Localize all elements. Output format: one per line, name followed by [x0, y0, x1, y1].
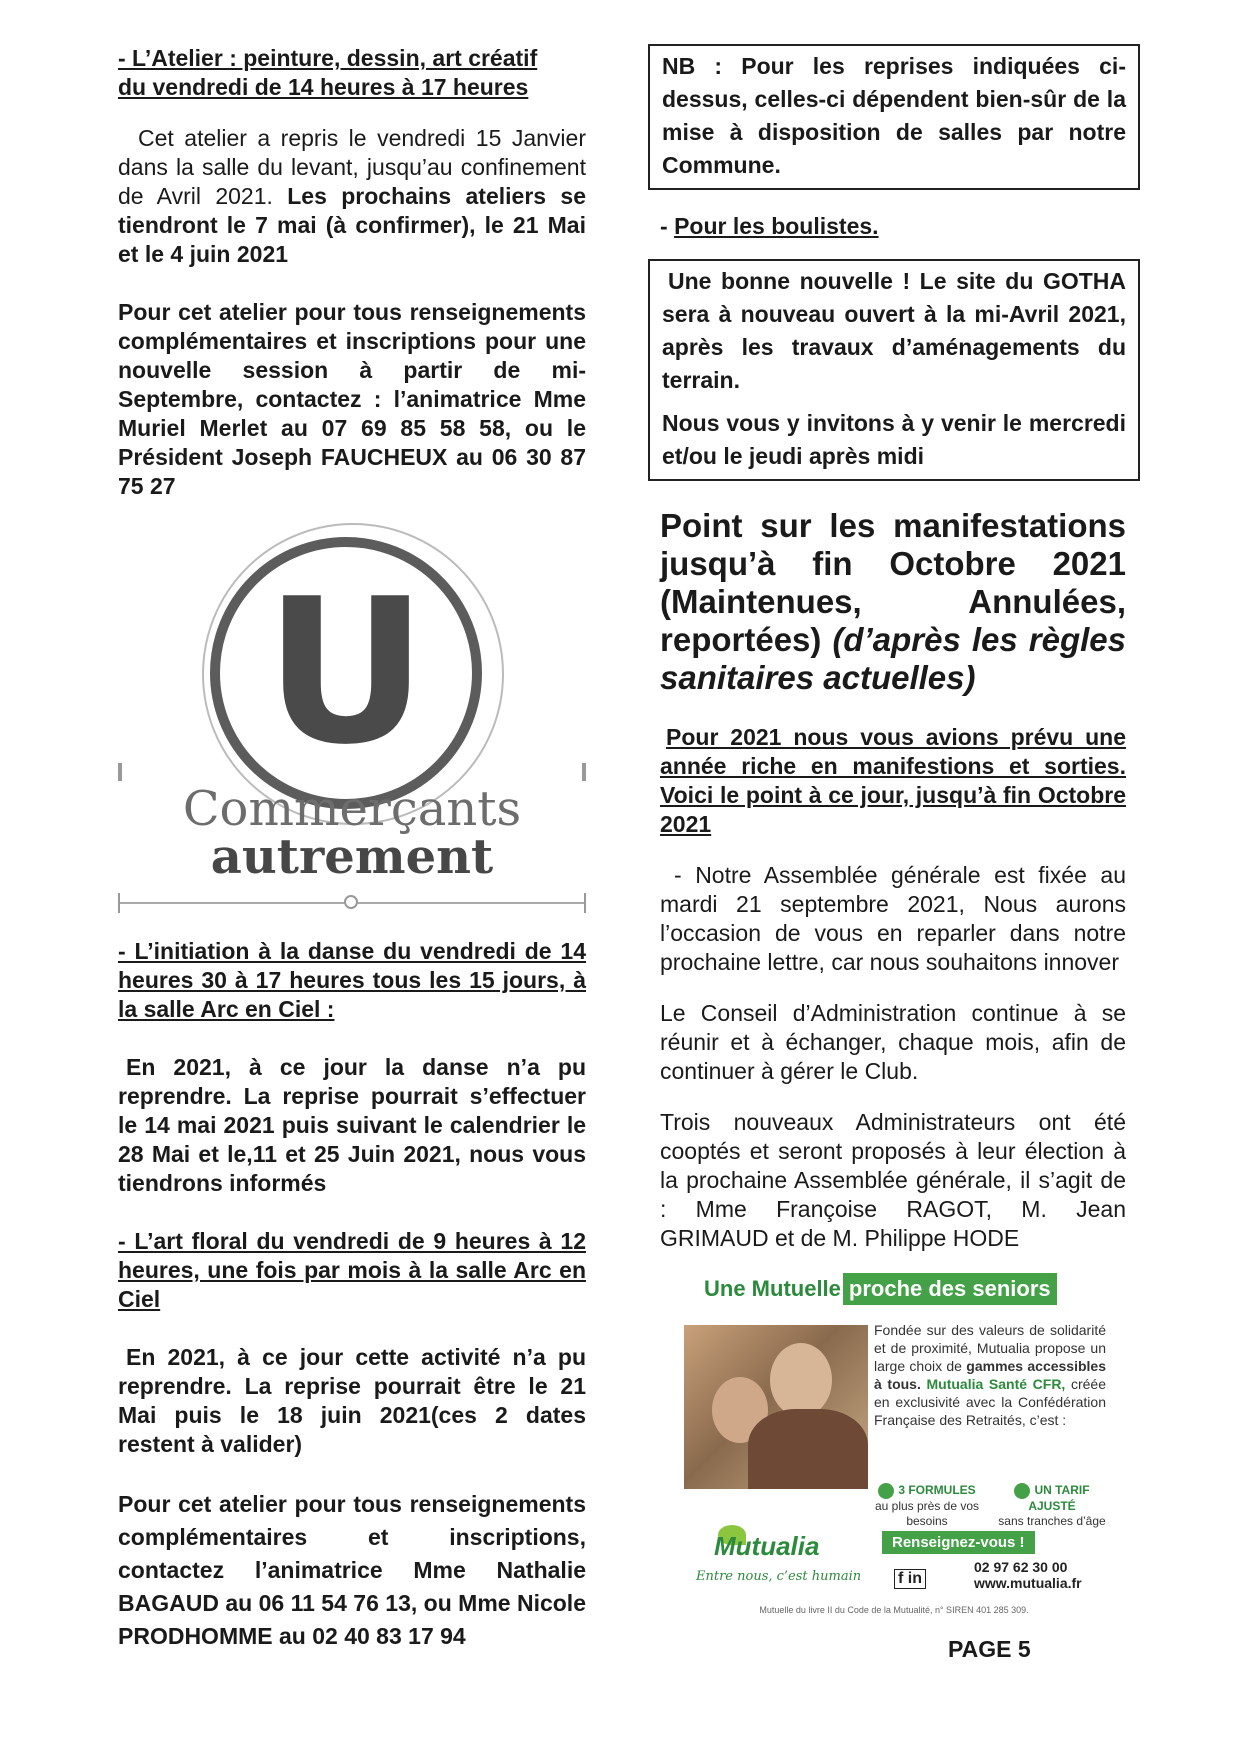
euro-icon	[1014, 1483, 1030, 1499]
boules-box-text-2: Nous vous y invitons à y venir le mercredi et/ou le jeudi après midi	[662, 410, 1126, 469]
ad-photo-body	[748, 1409, 868, 1489]
floral-body: En 2021, à ce jour cette activité n’a pu reprendre. La reprise pourrait être le 21 Mai puis le 18 juin 2021(ces 2 dates restent à valider)	[118, 1344, 586, 1457]
ad-headline-a: Une Mutuelle	[704, 1276, 841, 1301]
danse-heading: - L’initiation à la danse du vendredi de 14 heures 30 à 17 heures tous les 15 jours, à la salle Arc en Ciel :	[118, 938, 586, 1022]
logo-divider-end-right	[584, 893, 586, 913]
floral-heading: - L’art floral du vendredi de 9 heures à 12 heures, une fois par mois à la salle Arc en Ciel	[118, 1228, 586, 1312]
mutualia-tagline: Entre nous, c’est humain	[696, 1569, 862, 1584]
ad-website[interactable]: www.mutualia.fr	[974, 1575, 1082, 1591]
logo-text-line-1: Commerçants	[182, 781, 522, 837]
manifestations-title-italic: (d’après les règles sanitaires actuelles)	[660, 621, 1126, 696]
boules-box-text-1: Une bonne nouvelle ! Le site du GOTHA sera à nouveau ouvert à la mi-Avril 2021, après les travaux d’aménagements du terrain.	[662, 268, 1126, 393]
conseil-paragraph: Le Conseil d’Administration continue à se réunir et à échanger, chaque mois, afin de continuer à gérer le Club.	[660, 1000, 1126, 1084]
ad-feature-formules	[872, 1483, 982, 1529]
logo-divider-end-left	[118, 893, 120, 913]
boules-prefix: -	[660, 213, 675, 239]
ad-text-1: Fondée sur des valeurs de solidarité et de proximité, Mutualia propose un large choix de	[874, 1322, 1106, 1374]
ad-legal: Mutuelle du livre II du Code de la Mutualité, n° SIREN 401 285 309.	[759, 1605, 1029, 1615]
renseignez-vous-button[interactable]: Renseignez-vous !	[882, 1531, 1035, 1554]
ad-feature-tarif	[996, 1483, 1108, 1529]
mutualia-logo: Mutualia	[714, 1531, 820, 1561]
ad-feature-2-label: UN TARIF AJUSTÉ	[1028, 1483, 1090, 1513]
boules-box	[648, 259, 1140, 481]
atelier-body-normal: Cet atelier a repris le vendredi 15 Janvier dans la salle du levant, jusqu’au confinement de Avril 2021.	[118, 125, 586, 209]
ad-headline	[704, 1269, 1057, 1309]
manifestations-intro: Pour 2021 nous vous avions prévu une année riche en manifestions et sorties. Voici le point à ce jour, jusqu’à fin Octobre 2021	[660, 724, 1126, 837]
logo-text-line-2: autrement	[210, 829, 494, 885]
ad-photo-seniors	[684, 1325, 868, 1489]
ad-text-2-green: Mutualia Santé CFR,	[926, 1376, 1066, 1392]
ad-photo-face-1	[770, 1343, 832, 1417]
manifestations-title	[660, 507, 1126, 697]
atelier-heading-line-1: - L’Atelier : peinture, dessin, art créatif	[118, 45, 538, 71]
ad-feature-tarif-label	[996, 1483, 1108, 1514]
assemblee-paragraph: - Notre Assemblée générale est fixée au mardi 21 septembre 2021, Nous aurons l’occasion de vous en reparler dans notre prochaine lettre, car nous souhaitons innover	[660, 862, 1126, 975]
ad-feature-1-text: au plus près de vos besoins	[874, 1499, 980, 1528]
boules-heading	[660, 212, 1140, 241]
commercants-autrement-logo	[118, 523, 586, 913]
atelier-contact: Pour cet atelier pour tous renseignements complémentaires et inscriptions pour une nouvelle session à partir de mi-Septembre, contactez : l’animatrice Mme Muriel Merlet au 07 69 85 58 58, ou le Président Joseph FAUCHEUX au 06 30 87 75 27	[118, 299, 586, 499]
boules-heading-text: Pour les boulistes.	[674, 213, 879, 239]
social-icons[interactable]: f in	[894, 1569, 926, 1589]
left-column	[118, 44, 586, 1653]
logo-divider-dot	[344, 895, 358, 909]
atelier-body	[118, 124, 586, 269]
atelier-heading	[118, 44, 586, 102]
right-text-block	[648, 507, 1138, 1253]
ad-text	[874, 1321, 1106, 1429]
ad-text-2: créée en exclusivité avec la Confédération Française des Retraités, c’est :	[874, 1376, 1106, 1428]
ad-feature-1-label: 3 FORMULES	[898, 1483, 976, 1498]
administrateurs-paragraph: Trois nouveaux Administrateurs ont été cooptés et seront proposés à leur élection à la prochaine Assemblée générale, il s’agit de : Mme Françoise RAGOT, M. Jean GRIMAUD et de M. Philippe HODE	[660, 1109, 1126, 1251]
nb-box	[648, 44, 1140, 190]
mutualia-ad[interactable]	[684, 1269, 1104, 1599]
logo-left-mark	[118, 763, 122, 781]
ad-feature-2-text: sans tranches d’âge	[998, 1514, 1106, 1528]
atelier-heading-line-2: du vendredi de 14 heures à 17 heures	[118, 74, 529, 100]
right-column	[648, 44, 1140, 1615]
nb-text: NB : Pour les reprises indiquées ci-dessus, celles-ci dépendent bien-sûr de la mise à disposition de salles par notre Commune.	[662, 53, 1126, 178]
ad-text-1-bold: gammes accessibles à tous.	[874, 1358, 1106, 1392]
ad-phone[interactable]: 02 97 62 30 00	[974, 1559, 1068, 1575]
floral-contact: Pour cet atelier pour tous renseignements complémentaires et inscriptions, contactez l’animatrice Mme Nathalie BAGAUD au 06 11 54 76 13, ou Mme Nicole PRODHOMME au 02 40 83 17 94	[118, 1491, 586, 1649]
logo-u-letter: U	[264, 556, 428, 789]
atelier-body-bold: Les prochains ateliers se tiendront le 7 mai (à confirmer), le 21 Mai et le 4 juin 2021	[118, 183, 586, 267]
danse-body: En 2021, à ce jour la danse n’a pu reprendre. La reprise pourrait s’effectuer le 14 mai 2021 puis suivant le calendrier le 28 Mai et le,11 et 25 Juin 2021, nous vous tiendrons informés	[118, 1054, 586, 1196]
ad-headline-b: proche des seniors	[843, 1273, 1057, 1305]
manifestations-title-main: Point sur les manifestations jusqu’à fin Octobre 2021 (Maintenues, Annulées, reportées)	[660, 507, 1126, 658]
logo-right-mark	[582, 763, 586, 781]
page-number: PAGE 5	[948, 1636, 1031, 1662]
people-icon	[878, 1483, 894, 1499]
ad-feature-formules-label	[872, 1483, 982, 1499]
